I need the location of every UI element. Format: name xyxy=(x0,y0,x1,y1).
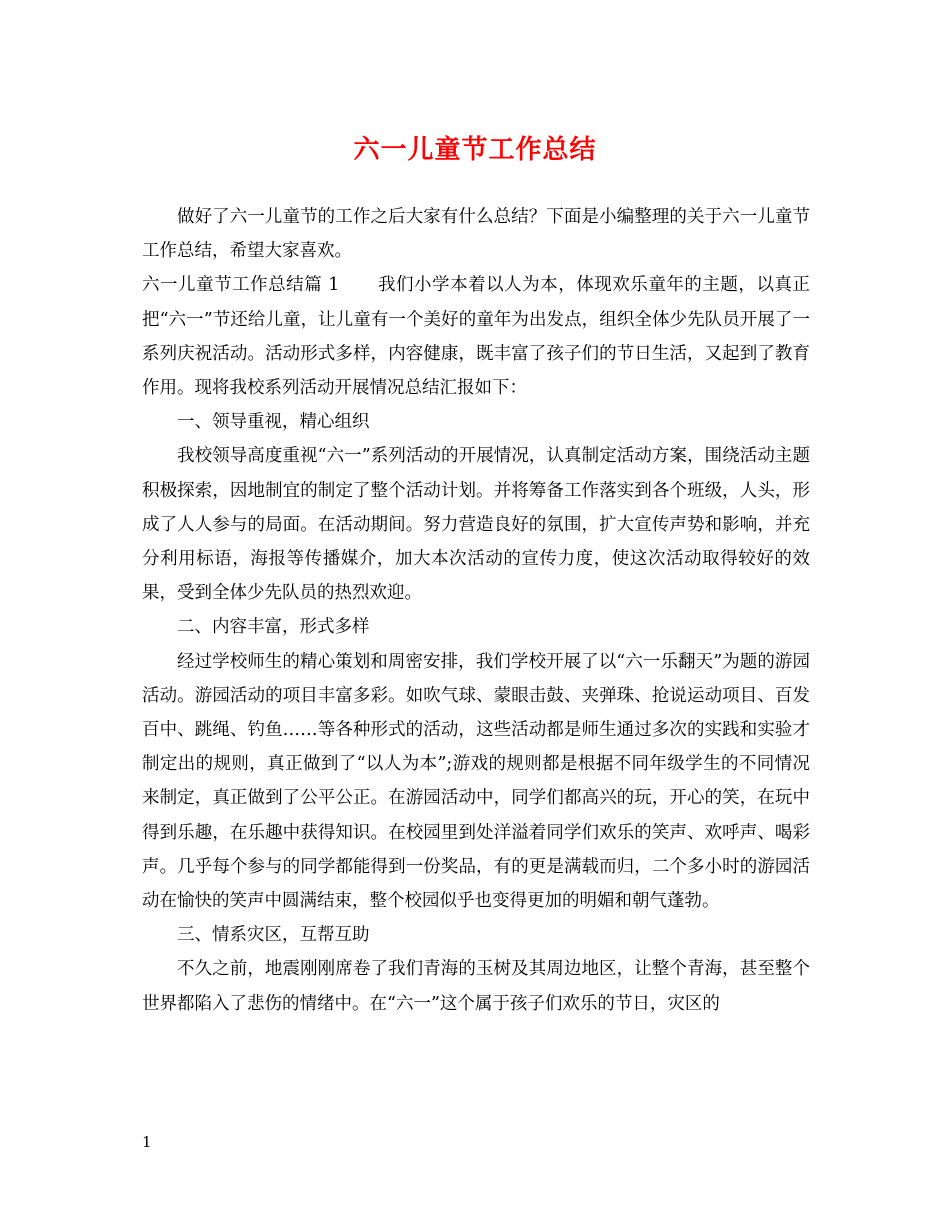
paragraph-4: 不久之前，地震刚刚席卷了我们青海的玉树及其周边地区，让整个青海，甚至整个世界都陷入了悲伤的情绪中。在“六一”这个属于孩子们欢乐的节日，灾区的 xyxy=(142,959,810,1014)
article-heading: 六一儿童节工作总结篇 1 xyxy=(142,275,340,296)
section-heading-3: 三、情系灾区，互帮互助 xyxy=(177,925,370,946)
intro-paragraph: 做好了六一儿童节的工作之后大家有什么总结？下面是小编整理的关于六一儿童节工作总结，希望大家喜欢。 xyxy=(142,207,810,262)
document-body xyxy=(142,200,810,1021)
article-first-paragraph xyxy=(142,268,810,405)
section-heading-2: 二、内容丰富，形式多样 xyxy=(177,617,370,638)
page-number: 1 xyxy=(142,1133,152,1151)
document-title: 六一儿童节工作总结 xyxy=(353,135,597,165)
section-heading-1: 一、领导重视，精心组织 xyxy=(177,412,370,433)
paragraph-1: 我们小学本着以人为本，体现欢乐童年的主题，以真正把“六一”节还给儿童，让儿童有一个美好的童年为出发点，组织全体少先队员开展了一系列庆祝活动。活动形式多样，内容健康，既丰富了孩子们的节日生活，又起到了教育作用。现将我校系列活动开展情况总结汇报如下： xyxy=(142,275,810,399)
paragraph-2: 我校领导高度重视“六一”系列活动的开展情况，认真制定活动方案，围绕活动主题积极探索，因地制宜的制定了整个活动计划。并将筹备工作落实到各个班级，人头，形成了人人参与的局面。在活动期间。努力营造良好的氛围，扩大宣传声势和影响，并充分利用标语，海报等传播媒介，加大本次活动的宣传力度，使这次活动取得较好的效果，受到全体少先队员的热烈欢迎。 xyxy=(142,446,810,604)
paragraph-3: 经过学校师生的精心策划和周密安排，我们学校开展了以“六一乐翻天”为题的游园活动。游园活动的项目丰富多彩。如吹气球、蒙眼击鼓、夹弹珠、抢说运动项目、百发百中、跳绳、钓鱼……等各种形式的活动，这些活动都是师生通过多次的实践和实验才制定出的规则，真正做到了“以人为本”;游戏的规则都是根据不同年级学生的不同情况来制定，真正做到了公平公正。在游园活动中，同学们都高兴的玩，开心的笑，在玩中得到乐趣，在乐趣中获得知识。在校园里到处洋溢着同学们欢乐的笑声、欢呼声、喝彩声。几乎每个参与的同学都能得到一份奖品，有的更是满载而归，二个多小时的游园活动在愉快的笑声中圆满结束，整个校园似乎也变得更加的明媚和朝气蓬勃。 xyxy=(142,651,810,912)
